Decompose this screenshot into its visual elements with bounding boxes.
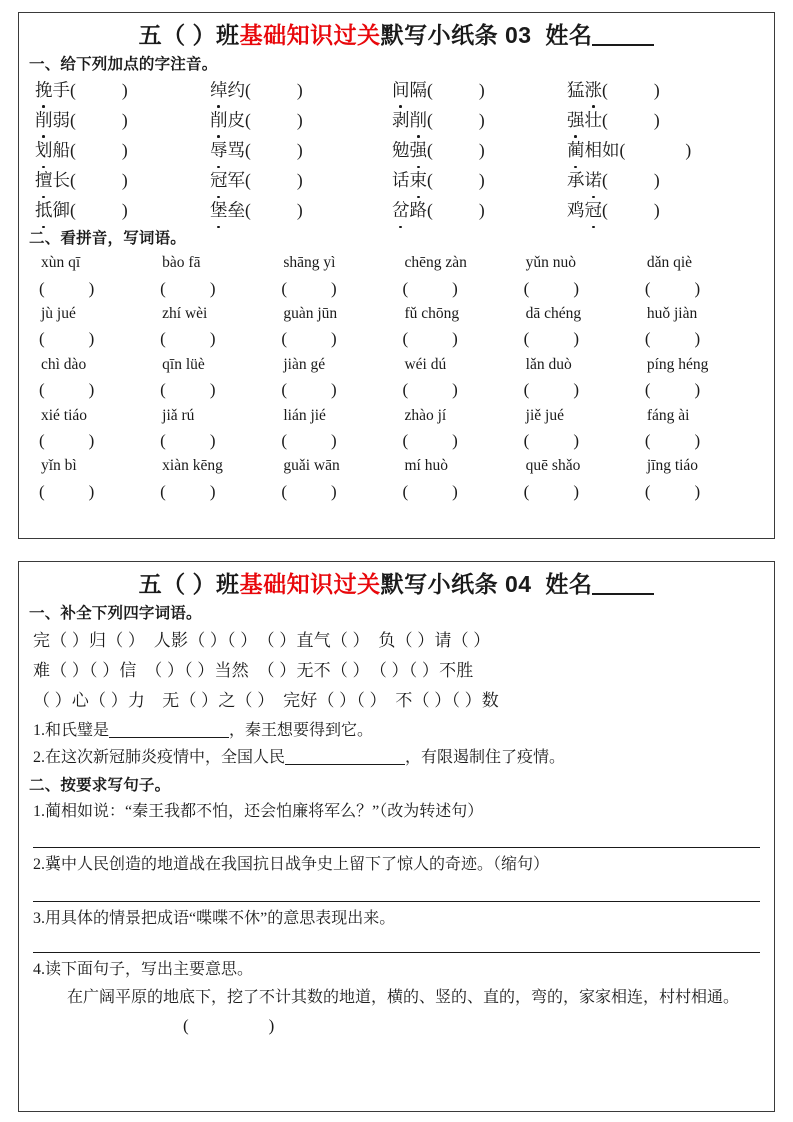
pinyin-text: huǒ jiàn [646, 305, 698, 323]
title-number: 03 [504, 22, 532, 48]
zhuyin-item: 辱骂( ) [210, 137, 392, 164]
answer-paren[interactable]: ( ) [160, 329, 216, 349]
zhuyin-item: 勉强( ) [392, 137, 567, 164]
passage-answer-paren[interactable]: ( ) [183, 1016, 275, 1036]
pinyin-answer-row [37, 479, 764, 505]
item-number: 2. [33, 749, 45, 767]
question-item [33, 798, 764, 826]
answer-paren[interactable]: ( ) [281, 278, 337, 298]
answer-rule[interactable] [33, 952, 760, 953]
question-item [33, 851, 764, 879]
title-mid-text: 默写小纸条 [380, 571, 499, 597]
sentence-blank[interactable] [109, 737, 229, 738]
sentence-after: ，有限遏制住了疫情。 [405, 749, 566, 767]
item-number: 3. [33, 909, 45, 927]
zhuyin-item: 抵御( ) [35, 197, 210, 224]
sentence-after: ，秦王想要得到它。 [229, 721, 374, 739]
zhuyin-item: 划船( ) [35, 137, 210, 164]
sheet03-section1-heading: 一、给下列加点的字注音。 [29, 55, 218, 73]
answer-paren[interactable]: ( ) [523, 430, 579, 450]
idiom-fill-line[interactable]: 完（ ）归（ ） 人影（ ）（ ） （ ）直气（ ） 负（ ）请（ ） [33, 630, 491, 650]
sheet04-section2-heading: 二、按要求写句子。 [29, 776, 171, 794]
question-text: 读下面句子，写出主要意思。 [45, 961, 254, 979]
answer-paren[interactable]: ( ) [402, 380, 458, 400]
name-blank-line[interactable] [592, 44, 654, 46]
sheet04-section1-heading: 一、补全下列四字词语。 [29, 604, 202, 622]
zhuyin-item: 强壮( ) [567, 107, 764, 134]
answer-paren[interactable]: ( ) [39, 481, 95, 501]
pinyin-text: chēng zàn [404, 254, 467, 272]
answer-paren[interactable]: ( ) [402, 481, 458, 501]
pinyin-text: qīn lüè [162, 355, 205, 373]
zhuyin-item: 冠军( ) [210, 167, 392, 194]
answer-paren[interactable]: ( ) [402, 329, 458, 349]
title-class-prefix: 五（ ）班 [138, 571, 240, 597]
question-text: 蔺相如说：“秦王我都不怕，还会怕廉将军么？”（改为转述句） [45, 802, 484, 820]
pinyin-text: jiàn gé [283, 355, 326, 373]
answer-paren[interactable]: ( ) [160, 430, 216, 450]
name-blank-line[interactable] [592, 593, 654, 595]
pinyin-text: jīng tiáo [646, 457, 699, 475]
pinyin-text: jù jué [41, 305, 76, 323]
answer-paren[interactable]: ( ) [281, 329, 337, 349]
pinyin-row [37, 404, 764, 427]
zhuyin-item: 擅长( ) [35, 167, 210, 194]
worksheet-03-title [29, 21, 764, 50]
item-number: 2. [33, 856, 45, 874]
fill-sentence [33, 744, 764, 772]
pinyin-text: píng héng [646, 355, 709, 373]
zhuyin-item: 猛涨( ) [567, 77, 764, 104]
pinyin-text: xiàn kēng [162, 457, 223, 475]
answer-paren[interactable]: ( ) [160, 380, 216, 400]
pinyin-text: guàn jūn [283, 305, 338, 323]
title-mid-text: 默写小纸条 [380, 22, 499, 48]
pinyin-text: bào fā [162, 254, 201, 272]
answer-paren[interactable]: ( ) [281, 430, 337, 450]
pinyin-text: chì dào [41, 355, 87, 373]
passage-text [33, 984, 764, 1041]
pinyin-row [37, 302, 764, 325]
answer-paren[interactable]: ( ) [644, 329, 701, 349]
pinyin-row [37, 251, 764, 274]
pinyin-text: wéi dú [404, 355, 447, 373]
pinyin-text: fǔ chōng [404, 305, 460, 323]
title-name-label: 姓名 [545, 22, 593, 48]
answer-paren[interactable]: ( ) [523, 329, 579, 349]
pinyin-row [37, 353, 764, 376]
sentence-before: 和氏璧是 [45, 721, 110, 739]
pinyin-text: lǎn duò [525, 355, 572, 373]
title-red-text: 基础知识过关 [239, 571, 381, 597]
answer-paren[interactable]: ( ) [39, 329, 95, 349]
answer-paren[interactable]: ( ) [523, 380, 579, 400]
fill-sentence [33, 717, 764, 745]
pinyin-block [37, 251, 764, 504]
answer-rule[interactable] [33, 847, 760, 848]
sentence-blank[interactable] [285, 764, 405, 765]
pinyin-text: mí huò [404, 457, 448, 475]
zhuyin-item: 岔路( ) [392, 197, 567, 224]
item-number: 1. [33, 802, 45, 820]
question-text: 冀中人民创造的地道战在我国抗日战争史上留下了惊人的奇迹。（缩句） [45, 856, 550, 874]
worksheet-04 [18, 561, 775, 1112]
zhuyin-item: 承诺( ) [567, 167, 764, 194]
answer-paren[interactable]: ( ) [644, 430, 701, 450]
zhuyin-item: 削皮( ) [210, 107, 392, 134]
item-number: 4. [33, 961, 45, 979]
zhuyin-item: 鸡冠( ) [567, 197, 764, 224]
pinyin-text: quē shǎo [525, 457, 581, 475]
worksheet-03 [18, 12, 775, 539]
idiom-fill-line[interactable]: 难（ ）（ ）信 （ ）（ ）当然 （ ）无不（ ） （ ）（ ）不胜 [33, 661, 474, 680]
title-class-prefix: 五（ ）班 [138, 22, 240, 48]
pinyin-text: jiě jué [525, 406, 564, 424]
answer-paren[interactable]: ( ) [644, 481, 701, 501]
pinyin-text: fáng ài [646, 406, 690, 424]
pinyin-text: dā chéng [525, 305, 582, 323]
zhuyin-item: 剥削( ) [392, 107, 567, 134]
title-red-text: 基础知识过关 [239, 22, 381, 48]
pinyin-answer-row [37, 377, 764, 403]
answer-paren[interactable]: ( ) [39, 430, 95, 450]
item-number: 1. [33, 721, 45, 739]
pinyin-text: dǎn qiè [646, 254, 693, 272]
zhuyin-item: 蔺相如( ) [567, 137, 764, 164]
answer-paren[interactable]: ( ) [281, 481, 337, 501]
question-text: 用具体的情景把成语“喋喋不休”的意思表现出来。 [45, 909, 396, 927]
sentence-before: 在这次新冠肺炎疫情中，全国人民 [45, 749, 286, 767]
answer-paren[interactable]: ( ) [160, 481, 216, 501]
pinyin-text: zhí wèi [162, 305, 208, 323]
pinyin-answer-row [37, 428, 764, 454]
pinyin-text: jiǎ rú [162, 406, 195, 424]
zhuyin-item: 间隔( ) [392, 77, 567, 104]
answer-paren[interactable]: ( ) [644, 380, 701, 400]
pinyin-row [37, 454, 764, 477]
zhuyin-item: 堡垒( ) [210, 197, 392, 224]
pinyin-text: shāng yì [283, 254, 336, 272]
worksheet-04-title [29, 570, 764, 599]
zhuyin-item: 削弱( ) [35, 107, 210, 134]
answer-paren[interactable]: ( ) [523, 481, 579, 501]
pinyin-text: yǐn bì [41, 457, 77, 475]
zhuyin-item: 绰约( ) [210, 77, 392, 104]
answer-paren[interactable]: ( ) [39, 278, 95, 298]
pinyin-text: lián jié [283, 406, 326, 424]
answer-paren[interactable]: ( ) [523, 278, 579, 298]
answer-paren[interactable]: ( ) [39, 380, 95, 400]
answer-paren[interactable]: ( ) [644, 278, 701, 298]
pinyin-text: yǔn nuò [525, 254, 577, 272]
answer-paren[interactable]: ( ) [281, 380, 337, 400]
passage-body: 在广阔平原的地底下，挖了不计其数的地道，横的、竖的、直的，弯的，家家相连，村村相通。 [67, 988, 740, 1006]
answer-paren[interactable]: ( ) [402, 278, 458, 298]
answer-paren[interactable]: ( ) [402, 430, 458, 450]
zhuyin-item: 话束( ) [392, 167, 567, 194]
pinyin-answer-row [37, 326, 764, 352]
idiom-fill-line[interactable]: （ ）心（ ）力 无（ ）之（ ） 完好（ ）（ ） 不（ ）（ ）数 [33, 691, 499, 711]
zhuyin-grid [35, 77, 764, 225]
question-item [33, 905, 764, 933]
question-item [33, 956, 764, 984]
pinyin-text: guǎi wān [283, 457, 340, 475]
pinyin-text: xùn qī [41, 254, 81, 272]
sheet03-section2-heading: 二、看拼音，写词语。 [29, 230, 187, 248]
pinyin-text: zhào jí [404, 406, 447, 424]
answer-paren[interactable]: ( ) [160, 278, 216, 298]
zhuyin-item: 挽手( ) [35, 77, 210, 104]
title-name-label: 姓名 [545, 571, 593, 597]
pinyin-answer-row [37, 276, 764, 302]
title-number: 04 [504, 571, 532, 597]
answer-rule[interactable] [33, 901, 760, 902]
pinyin-text: xié tiáo [41, 406, 88, 424]
